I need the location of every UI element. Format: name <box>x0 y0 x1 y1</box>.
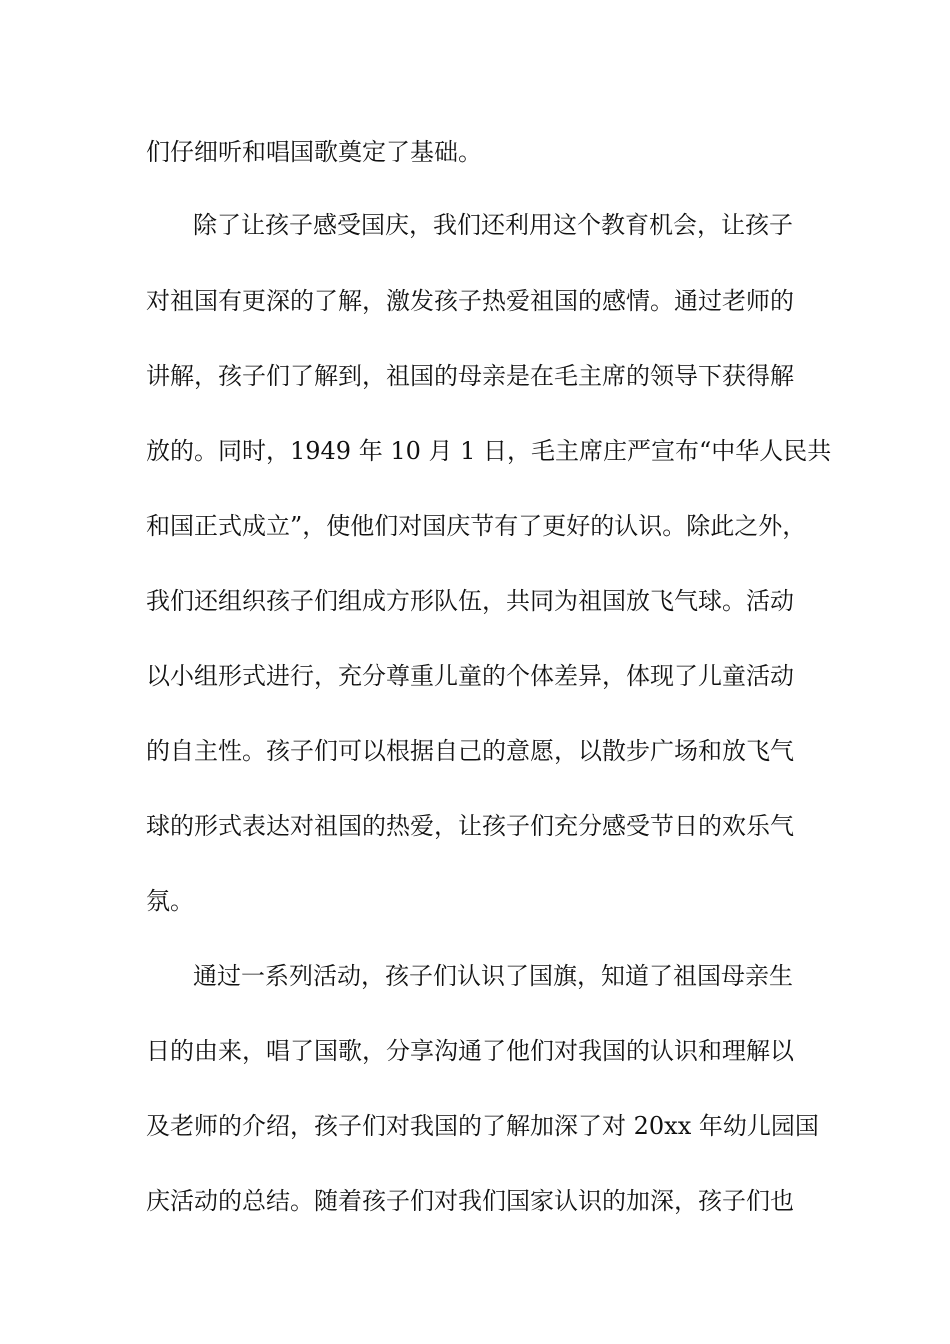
paragraph-first-line: 除了让孩子感受国庆，我们还利用这个教育机会，让孩子 <box>193 211 793 239</box>
text-line: 的自主性。孩子们可以根据自己的意愿，以散步广场和放飞气 <box>146 737 794 765</box>
text-line: 庆活动的总结。随着孩子们对我们国家认识的加深，孩子们也 <box>146 1187 794 1215</box>
text-line: 以小组形式进行，充分尊重儿童的个体差异，体现了儿童活动 <box>146 662 794 690</box>
text-line: 对祖国有更深的了解，激发孩子热爱祖国的感情。通过老师的 <box>146 287 794 315</box>
text-line: 和国正式成立”，使他们对国庆节有了更好的认识。除此之外， <box>146 512 807 540</box>
text-line: 氛。 <box>146 887 194 915</box>
text-line: 们仔细听和唱国歌奠定了基础。 <box>146 138 482 166</box>
text-line: 我们还组织孩子们组成方形队伍，共同为祖国放飞气球。活动 <box>146 587 794 615</box>
text-line: 球的形式表达对祖国的热爱，让孩子们充分感受节日的欢乐气 <box>146 812 794 840</box>
text-line: 讲解，孩子们了解到，祖国的母亲是在毛主席的领导下获得解 <box>146 362 794 390</box>
paragraph-first-line: 通过一系列活动，孩子们认识了国旗，知道了祖国母亲生 <box>193 962 793 990</box>
text-line: 放的。同时，1949 年 10 月 1 日，毛主席庄严宣布“中华人民共 <box>146 437 832 465</box>
text-line: 及老师的介绍，孩子们对我国的了解加深了对 20xx 年幼儿园国 <box>146 1112 819 1140</box>
text-line: 日的由来，唱了国歌，分享沟通了他们对我国的认识和理解以 <box>146 1037 794 1065</box>
